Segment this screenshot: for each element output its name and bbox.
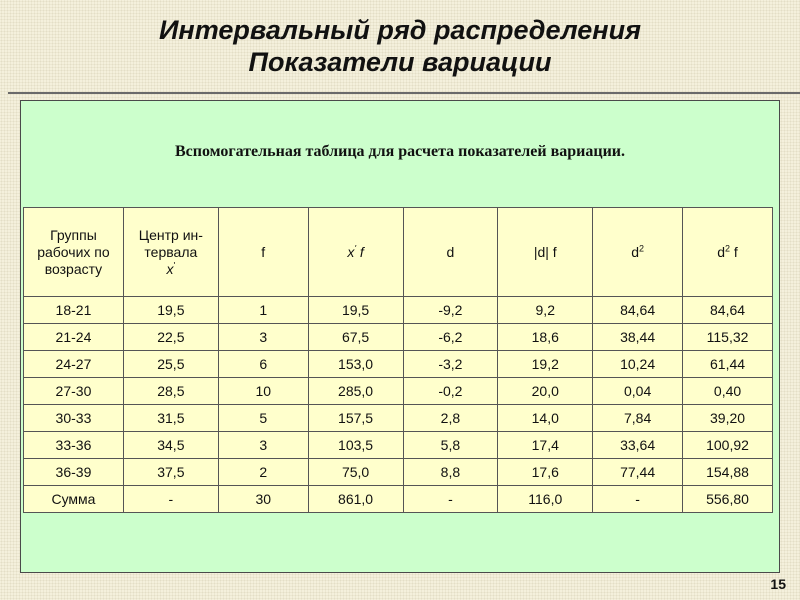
table-body <box>24 297 773 513</box>
cell-group: 18-21 <box>24 297 124 324</box>
table-row <box>24 324 773 351</box>
title-line-2: Показатели вариации <box>248 47 552 77</box>
cell-d: -9,2 <box>403 297 498 324</box>
cell-d-squared-f: 84,64 <box>683 297 773 324</box>
variation-table <box>23 207 773 513</box>
cell-center: 28,5 <box>123 378 218 405</box>
table-header-row <box>24 208 773 297</box>
cell-center: 19,5 <box>123 297 218 324</box>
cell-xf: 861,0 <box>308 486 403 513</box>
cell-xf: 103,5 <box>308 432 403 459</box>
cell-d-squared: 84,64 <box>593 297 683 324</box>
cell-center: 25,5 <box>123 351 218 378</box>
header-interval-center: Центр ин- тервала x' <box>123 208 218 297</box>
cell-d: 8,8 <box>403 459 498 486</box>
header-d-squared: $d^2$ <box>593 208 683 297</box>
cell-xf: 67,5 <box>308 324 403 351</box>
cell-xf: 75,0 <box>308 459 403 486</box>
title-line-1: Интервальный ряд распределения <box>158 15 641 45</box>
cell-d-squared-f: 39,20 <box>683 405 773 432</box>
cell-group: 27-30 <box>24 378 124 405</box>
cell-abs-d-f: 17,6 <box>498 459 593 486</box>
cell-group: 30-33 <box>24 405 124 432</box>
cell-d-squared-f: 0,40 <box>683 378 773 405</box>
table-row <box>24 405 773 432</box>
cell-d: -3,2 <box>403 351 498 378</box>
cell-f: 10 <box>218 378 308 405</box>
cell-center: - <box>123 486 218 513</box>
cell-abs-d-f: 14,0 <box>498 405 593 432</box>
cell-center: 37,5 <box>123 459 218 486</box>
cell-f: 1 <box>218 297 308 324</box>
slide-title <box>0 14 800 78</box>
cell-d: 2,8 <box>403 405 498 432</box>
cell-abs-d-f: 18,6 <box>498 324 593 351</box>
header-d: d <box>403 208 498 297</box>
cell-f: 30 <box>218 486 308 513</box>
cell-d-squared-f: 61,44 <box>683 351 773 378</box>
cell-group: 33-36 <box>24 432 124 459</box>
header-f: f <box>218 208 308 297</box>
cell-d-squared-f: 556,80 <box>683 486 773 513</box>
cell-d-squared-f: 100,92 <box>683 432 773 459</box>
cell-d-squared: 33,64 <box>593 432 683 459</box>
cell-group: 24-27 <box>24 351 124 378</box>
table-row <box>24 378 773 405</box>
table-row <box>24 459 773 486</box>
table-caption: Вспомогательная таблица для расчета показателей вариации. <box>174 143 626 160</box>
cell-abs-d-f: 17,4 <box>498 432 593 459</box>
cell-d: -6,2 <box>403 324 498 351</box>
cell-d-squared: 10,24 <box>593 351 683 378</box>
cell-xf: 157,5 <box>308 405 403 432</box>
cell-abs-d-f: 19,2 <box>498 351 593 378</box>
cell-group: Сумма <box>24 486 124 513</box>
title-divider <box>8 92 800 94</box>
page-number: 15 <box>770 576 786 592</box>
cell-f: 5 <box>218 405 308 432</box>
cell-abs-d-f: 20,0 <box>498 378 593 405</box>
cell-d: -0,2 <box>403 378 498 405</box>
cell-f: 3 <box>218 432 308 459</box>
cell-center: 22,5 <box>123 324 218 351</box>
cell-xf: 285,0 <box>308 378 403 405</box>
cell-d: 5,8 <box>403 432 498 459</box>
cell-f: 2 <box>218 459 308 486</box>
table-row <box>24 432 773 459</box>
header-abs-d-f: |d| f <box>498 208 593 297</box>
cell-center: 34,5 <box>123 432 218 459</box>
cell-group: 21-24 <box>24 324 124 351</box>
cell-center: 31,5 <box>123 405 218 432</box>
cell-f: 3 <box>218 324 308 351</box>
table-total-row <box>24 486 773 513</box>
cell-d-squared-f: 154,88 <box>683 459 773 486</box>
cell-f: 6 <box>218 351 308 378</box>
header-groups: Группы рабочих по возрасту <box>24 208 124 297</box>
cell-d-squared: 77,44 <box>593 459 683 486</box>
cell-xf: 19,5 <box>308 297 403 324</box>
cell-abs-d-f: 9,2 <box>498 297 593 324</box>
cell-d-squared: - <box>593 486 683 513</box>
cell-abs-d-f: 116,0 <box>498 486 593 513</box>
cell-d-squared: 38,44 <box>593 324 683 351</box>
table-row <box>24 297 773 324</box>
cell-d-squared-f: 115,32 <box>683 324 773 351</box>
cell-d-squared: 0,04 <box>593 378 683 405</box>
header-xf: x' f <box>308 208 403 297</box>
header-d-squared-f: $d^2$ f <box>683 208 773 297</box>
table-row <box>24 351 773 378</box>
cell-xf: 153,0 <box>308 351 403 378</box>
cell-group: 36-39 <box>24 459 124 486</box>
cell-d: - <box>403 486 498 513</box>
cell-d-squared: 7,84 <box>593 405 683 432</box>
